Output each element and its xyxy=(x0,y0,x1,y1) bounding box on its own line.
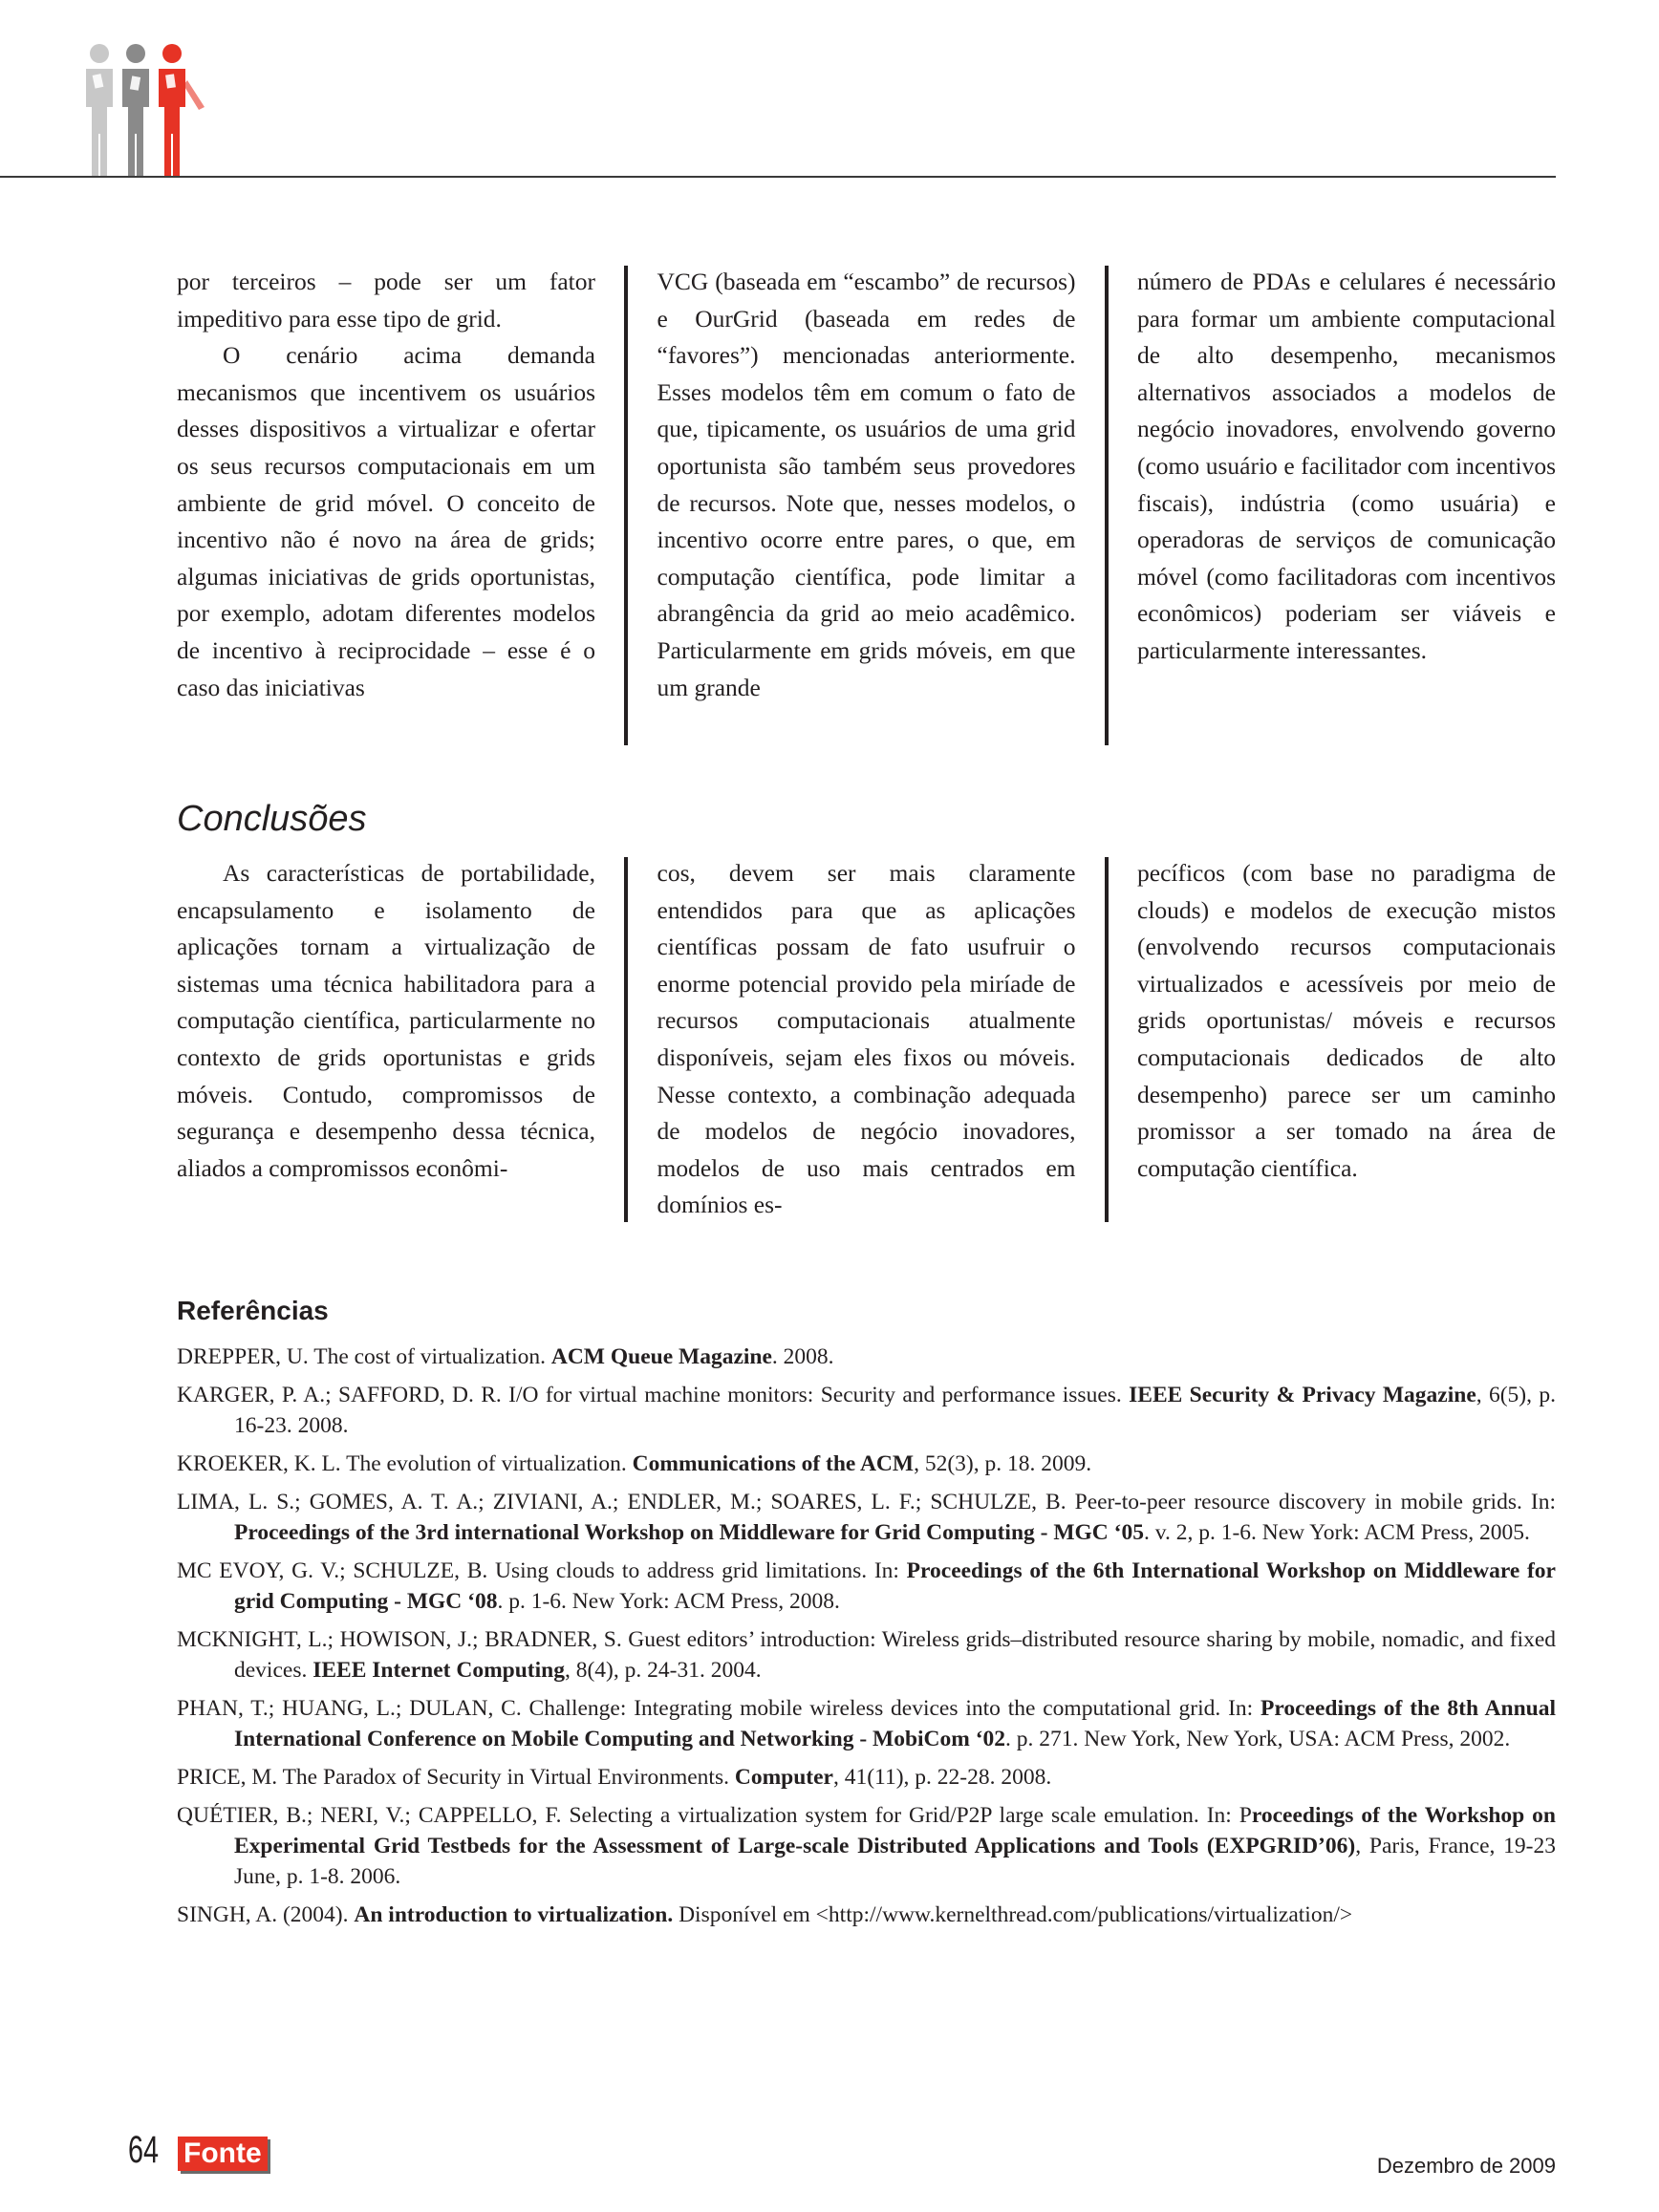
paragraph: por terceiros – pode ser um fator impeditivo para esse tipo de grid. xyxy=(177,268,595,333)
reference-source-title: Communications of the ACM xyxy=(632,1451,915,1476)
conclusions-columns xyxy=(177,855,1556,1224)
reference-source-title: Proceedings of the 8th Annual International Conference on Mobile Computing and Networking - MobiCom ‘02 xyxy=(234,1696,1556,1751)
reference-details: . p. 1-6. New York: ACM Press, 2008. xyxy=(497,1589,840,1614)
conclusions-column-2 xyxy=(657,855,1076,1224)
reference-details: . p. 271. New York, New York, USA: ACM Press, 2002. xyxy=(1005,1727,1511,1751)
magazine-brand-logo: Fonte xyxy=(178,2137,268,2171)
reference-details: , 6(5), p. 16-23. 2008. xyxy=(234,1383,1556,1438)
reference-item xyxy=(177,1380,1556,1441)
paragraph: número de PDAs e celulares é necessário para formar um ambiente computacional de alto desempenho, mecanismos alternativos associados a modelos de negócio inovadores, envolvendo governo (como usuário e facilitador com incentivos fiscais), indústria (como usuária) e operadoras de serviços de comunicação móvel (como facilitadoras com incentivos econômicos) poderiam ser viáveis e particularmente interessantes. xyxy=(1137,268,1556,664)
column-separator xyxy=(624,857,628,1222)
reference-source-title: Proceedings of the 6th International Workshop on Middleware for grid Computing - MGC ‘08 xyxy=(234,1558,1556,1614)
reference-source-title: ACM Queue Magazine xyxy=(550,1344,772,1369)
header-rule xyxy=(0,176,1556,178)
reference-item xyxy=(177,1342,1556,1372)
intro-columns xyxy=(177,264,1556,745)
issue-date: Dezembro de 2009 xyxy=(1376,2154,1556,2178)
reference-text: PRICE, M. The Paradox of Security in Virtual Environments. xyxy=(177,1765,735,1790)
reference-text: DREPPER, U. The cost of virtualization. xyxy=(177,1344,551,1369)
paragraph: VCG (baseada em “escambo” de recursos) e OurGrid (baseada em redes de “favores”) mencionadas anteriormente. Esses modelos têm em comum o fato de que, tipicamente, os usuários de uma grid oportunista são também seus provedores de recursos. Note que, nesses modelos, o incentivo ocorre entre pares, o que, em computação científica, pode limitar a abrangência da grid ao meio acadêmico. Particularmente em grids móveis, em que um grande xyxy=(657,268,1076,701)
reference-item xyxy=(177,1762,1556,1793)
paragraph: cos, devem ser mais claramente entendidos para que as aplicações científicas possam de fato usufruir o enorme potencial provido pela miríade de recursos computacionais atualmente disponíveis, sejam eles fixos ou móveis. Nesse contexto, a combinação adequada de modelos de negócio inovadores, modelos de uso mais centrados em domínios es- xyxy=(657,859,1076,1219)
references-title: Referências xyxy=(177,1296,329,1325)
reference-source-title: Computer xyxy=(734,1765,833,1790)
conclusions-column-3 xyxy=(1137,855,1556,1187)
intro-column-2 xyxy=(657,264,1076,706)
reference-item xyxy=(177,1693,1556,1754)
reference-text: PHAN, T.; HUANG, L.; DULAN, C. Challenge: Integrating mobile wireless devices into the computational grid. In: xyxy=(177,1696,1261,1721)
reference-text: KROEKER, K. L. The evolution of virtualization. xyxy=(177,1451,633,1476)
reference-details: Disponível em <http://www.kernelthread.com/publications/virtualization/> xyxy=(673,1902,1353,1927)
reference-details: , 8(4), p. 24-31. 2004. xyxy=(564,1658,762,1683)
paragraph: pecíficos (com base no paradigma de clouds) e modelos de execução mistos (envolvendo recursos computacionais virtualizados e acessíveis por meio de grids oportunistas/ móveis e recursos computacionais dedicados de alto desempenho) parece ser um caminho promissor a ser tomado na área de computação científica. xyxy=(1137,859,1556,1182)
intro-column-3 xyxy=(1137,264,1556,670)
conclusions-column-1 xyxy=(177,855,595,1187)
reference-item xyxy=(177,1624,1556,1686)
column-separator xyxy=(1105,266,1109,745)
section-title-conclusoes: Conclusões xyxy=(177,799,367,839)
magazine-logo-people-icon xyxy=(76,42,220,176)
reference-source-title: An introduction to virtualization. xyxy=(354,1902,674,1927)
reference-details: , 52(3), p. 18. 2009. xyxy=(914,1451,1092,1476)
reference-item xyxy=(177,1487,1556,1548)
paragraph: O cenário acima demanda mecanismos que incentivem os usuários desses dispositivos a virtualizar e ofertar os seus recursos computacionais em um ambiente de grid móvel. O conceito de incentivo não é novo na área de grids; algumas iniciativas de grids oportunistas, por exemplo, adotam diferentes modelos de incentivo à reciprocidade – esse é o caso das iniciativas xyxy=(177,341,595,701)
reference-text: MCKNIGHT, L.; HOWISON, J.; BRADNER, S. Guest editors’ introduction: Wireless grids–distributed resource sharing by mobile, nomadic, and fixed devices. xyxy=(177,1627,1556,1683)
column-separator xyxy=(1105,857,1109,1222)
reference-item xyxy=(177,1449,1556,1479)
intro-column-1 xyxy=(177,264,595,706)
reference-item xyxy=(177,1800,1556,1892)
reference-item xyxy=(177,1556,1556,1617)
reference-source-title: Proceedings of the 3rd international Workshop on Middleware for Grid Computing - MGC ‘05 xyxy=(234,1520,1144,1545)
reference-source-title: IEEE Internet Computing xyxy=(312,1658,565,1683)
references-list xyxy=(177,1342,1556,1938)
reference-text: QUÉTIER, B.; NERI, V.; CAPPELLO, F. Selecting a virtualization system for Grid/P2P large scale emulation. In: P xyxy=(177,1803,1252,1828)
reference-details: . v. 2, p. 1-6. New York: ACM Press, 2005. xyxy=(1143,1520,1530,1545)
column-separator xyxy=(624,266,628,745)
reference-details: . 2008. xyxy=(771,1344,834,1369)
reference-details: , 41(11), p. 22-28. 2008. xyxy=(832,1765,1052,1790)
page-number: 64 xyxy=(128,2129,160,2171)
reference-item xyxy=(177,1900,1556,1930)
paragraph: As características de portabilidade, encapsulamento e isolamento de aplicações tornam a virtualização de sistemas uma técnica habilitadora para a computação científica, particularmente no contexto de grids oportunistas e grids móveis. Contudo, compromissos de segurança e desempenho dessa técnica, aliados a compromissos econômi- xyxy=(177,859,595,1182)
reference-text: LIMA, L. S.; GOMES, A. T. A.; ZIVIANI, A.; ENDLER, M.; SOARES, L. F.; SCHULZE, B. Peer-to-peer resource discovery in mobile grids. In: xyxy=(177,1490,1556,1514)
reference-source-title: roceedings of the Workshop on Experimental Grid Testbeds for the Assessment of Large-scale Distributed Applications and Tools (EXPGRID’06) xyxy=(234,1803,1556,1858)
reference-text: KARGER, P. A.; SAFFORD, D. R. I/O for virtual machine monitors: Security and performance issues. xyxy=(177,1383,1130,1407)
reference-text: MC EVOY, G. V.; SCHULZE, B. Using clouds to address grid limitations. In: xyxy=(177,1558,907,1583)
reference-details: , Paris, France, 19-23 June, p. 1-8. 2006. xyxy=(234,1834,1556,1889)
reference-source-title: IEEE Security & Privacy Magazine xyxy=(1129,1383,1476,1407)
reference-text: SINGH, A. (2004). xyxy=(177,1902,355,1927)
